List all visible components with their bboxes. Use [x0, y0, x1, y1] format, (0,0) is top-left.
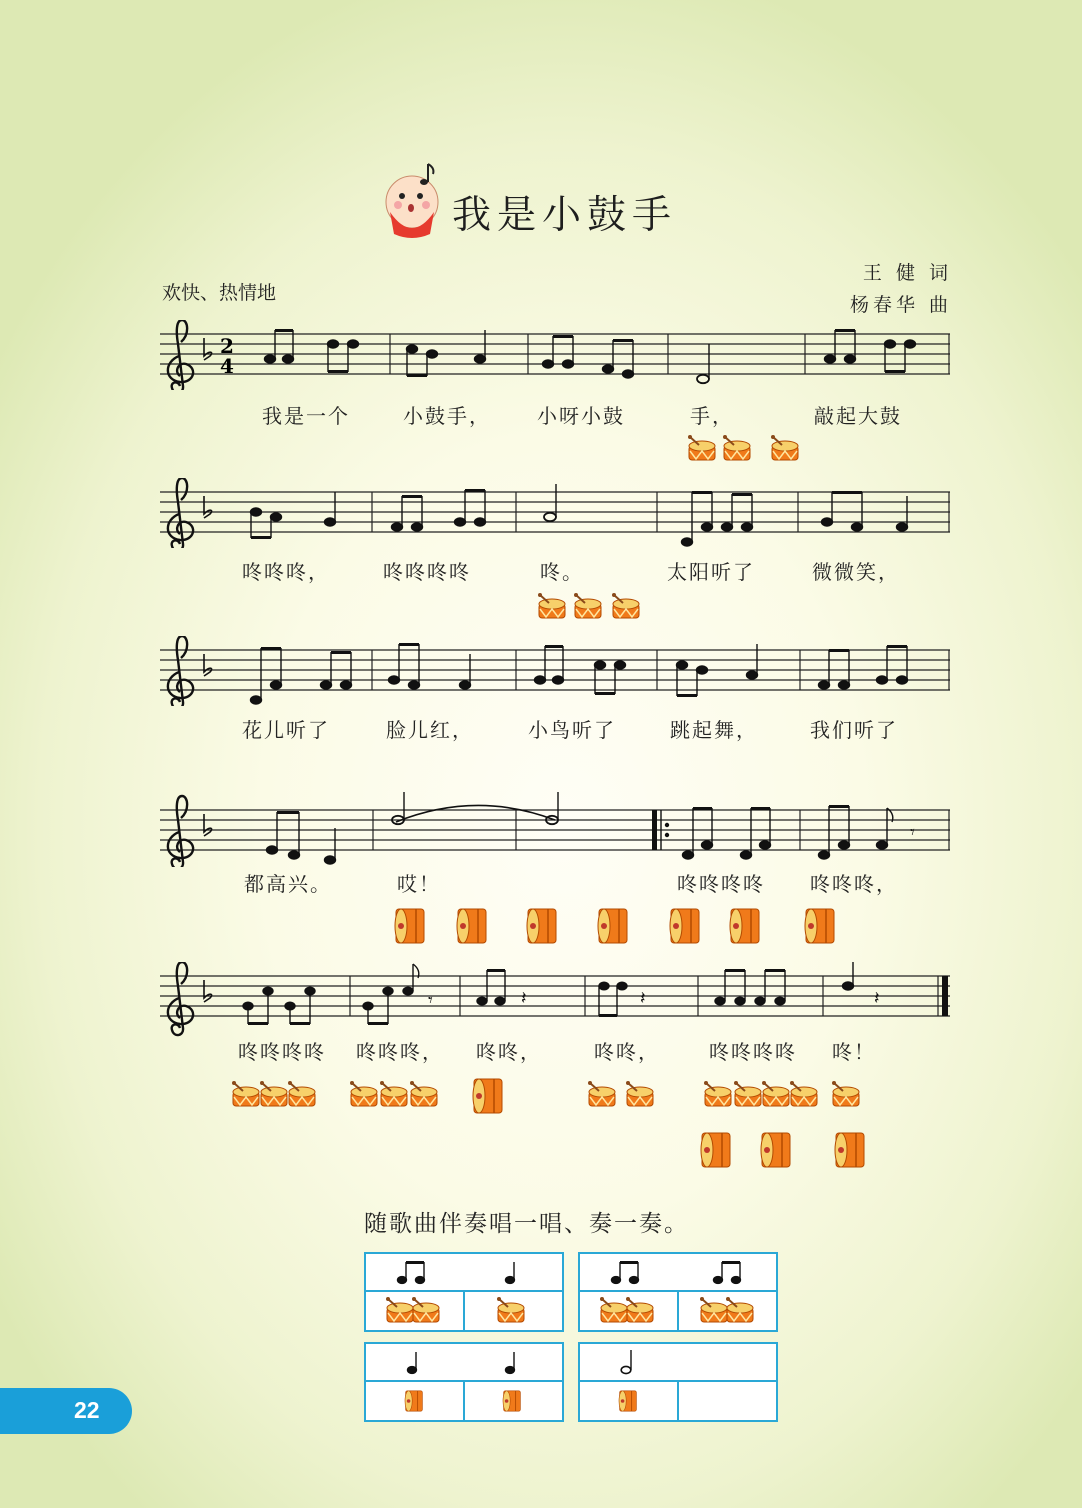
drum-group-row-4	[388, 904, 848, 948]
lyric-1-5: 敲起大鼓	[814, 404, 902, 428]
lyric-3-1: 花儿听了	[242, 718, 330, 742]
lyric-4-2: 哎！	[397, 872, 441, 896]
drum-group-row-2	[530, 590, 650, 626]
lyric-1-3: 小呀小鼓	[537, 404, 625, 428]
lyric-5-1: 咚咚咚咚	[238, 1040, 326, 1064]
small-drum-icon	[723, 435, 750, 460]
treble-clef-icon	[168, 320, 193, 390]
lyric-5-6: 咚！	[832, 1040, 876, 1064]
lyric-2-4: 太阳听了	[667, 560, 755, 584]
time-sig-bottom: 4	[220, 354, 234, 378]
lyric-3-3: 小鸟听了	[528, 718, 616, 742]
page-number: 22	[74, 1397, 100, 1423]
lyric-1-4: 手，	[690, 404, 734, 428]
tempo-marking: 欢快、热情地	[162, 282, 277, 304]
song-title: 我是小鼓手	[452, 193, 678, 238]
lyric-3-5: 我们听了	[810, 718, 898, 742]
drum-group-row-1	[680, 432, 810, 468]
lyric-2-5: 微微笑，	[812, 560, 900, 584]
lyric-2-3: 咚。	[540, 560, 584, 584]
page-number-tab	[0, 1388, 132, 1434]
lyric-3-2: 脸儿红，	[386, 718, 474, 742]
svg-text:𝄽: 𝄽	[640, 988, 646, 1009]
svg-text:𝄾: 𝄾	[428, 990, 433, 1011]
lyric-5-4: 咚咚，	[594, 1040, 660, 1064]
staff-row-2	[160, 478, 952, 548]
instruction-text: 随歌曲伴奏唱一唱、奏一奏。	[364, 1211, 689, 1237]
svg-text:𝄽: 𝄽	[874, 988, 880, 1009]
lyric-5-2: 咚咚咚，	[356, 1040, 444, 1064]
lyric-4-3: 咚咚咚咚	[677, 872, 765, 896]
rhythm-box-4	[578, 1342, 778, 1422]
staff-row-1	[160, 320, 952, 390]
rhythm-box-2	[578, 1252, 778, 1332]
rhythm-box-1	[364, 1252, 564, 1332]
time-sig-top: 2	[220, 334, 234, 358]
staff-row-5	[160, 962, 952, 1037]
drum-group-row-5a	[226, 1072, 876, 1118]
title-mascot-icon	[378, 160, 448, 250]
lyric-2-1: 咚咚咚，	[242, 560, 330, 584]
staff-row-3	[160, 636, 952, 706]
rhythm-box-3	[364, 1342, 564, 1422]
lyric-4-4: 咚咚咚，	[810, 872, 898, 896]
lyricist-credit: 王 健 词	[862, 262, 952, 284]
svg-text:𝄾: 𝄾	[910, 822, 915, 843]
lyric-1-2: 小鼓手，	[403, 404, 491, 428]
drum-group-row-5b	[690, 1128, 880, 1172]
composer-credit: 杨春华 曲	[849, 294, 952, 316]
small-drum-icon	[688, 435, 715, 460]
lyric-2-2: 咚咚咚咚	[383, 560, 471, 584]
lyric-4-1: 都高兴。	[244, 872, 332, 896]
big-drum-icon	[395, 909, 424, 943]
lyric-1-1: 我是一个	[262, 404, 350, 428]
lyric-5-3: 咚咚，	[476, 1040, 542, 1064]
lyric-5-5: 咚咚咚咚	[709, 1040, 797, 1064]
svg-text:𝄽: 𝄽	[521, 988, 527, 1009]
staff-row-4	[160, 792, 952, 867]
small-drum-icon	[771, 435, 798, 460]
flat-icon	[204, 338, 212, 360]
lyric-3-4: 跳起舞，	[670, 718, 758, 742]
